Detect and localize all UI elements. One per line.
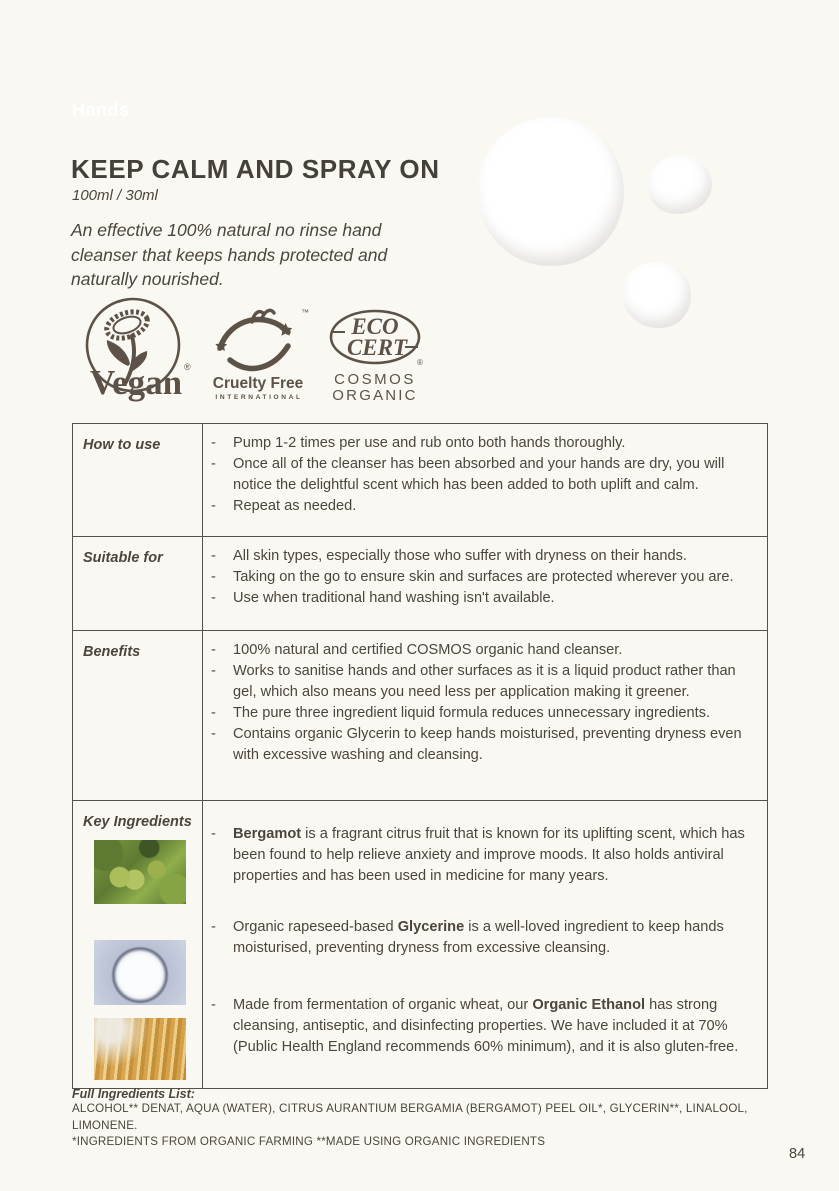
bullet-dash [211,454,233,496]
bullet-dash [211,546,233,567]
bullet-item: - Use when traditional hand washing isn't available. [211,588,755,609]
row-label: Key Ingredients [83,814,192,830]
bullet-dash [211,995,233,1058]
full-ingredients-heading: Full Ingredients List: [72,1087,195,1101]
bullet-item: - Made from fermentation of organic wheat, our Organic Ethanol has strong cleansing, antiseptic, and disinfecting properties. We have included it at 70% (Public Health England recommends 60% minimum), and it is also gluten-free. [211,995,755,1058]
droplet-graphic-small [623,262,691,328]
ecocert-cosmos-organic-icon [328,308,424,402]
bullet-dash [211,496,233,517]
cruelty-free-leaping-bunny-icon [208,302,310,402]
table-row-key-ingredients [73,801,767,1088]
row-label: Benefits [73,631,203,800]
bullet-item: - Organic rapeseed-based Glycerine is a well-loved ingredient to keep hands moisturised, preventing dryness from excessive cleansing. [211,917,755,959]
bullet-dash [211,661,233,703]
page-number: 84 [789,1146,806,1162]
product-title: KEEP CALM AND SPRAY ON [71,154,440,184]
svg-text:®: ® [184,362,191,372]
full-ingredients-list [72,1087,772,1151]
wheat-photo [94,1018,186,1080]
svg-text:ORGANIC: ORGANIC [332,387,418,402]
row-content [203,537,767,630]
svg-text:CERT: CERT [346,335,408,360]
glycerine-photo [94,940,186,1005]
bullet-item: - Once all of the cleanser has been absorbed and your hands are dry, you will notice the delightful scent which has been added to both uplift and calm. [211,454,755,496]
bullet-item: - Pump 1-2 times per use and rub onto both hands thoroughly. [211,433,755,454]
product-info-table [72,423,768,1089]
bullet-item: - All skin types, especially those who suffer with dryness on their hands. [211,546,755,567]
row-content [203,801,767,1088]
svg-text:INTERNATIONAL: INTERNATIONAL [215,394,303,401]
svg-text:Vegan: Vegan [90,363,183,402]
row-content [203,631,767,800]
svg-text:™: ™ [301,308,309,317]
row-label-cell [73,801,203,1088]
bullet-item: - Contains organic Glycerin to keep hands moisturised, preventing dryness even with excessive washing and cleansing. [211,724,755,766]
svg-text:Cruelty Free: Cruelty Free [212,375,304,392]
svg-text:COSMOS: COSMOS [334,371,416,388]
row-label: Suitable for [73,537,203,630]
droplet-graphic-large [478,117,624,266]
bullet-dash [211,917,233,959]
product-sizes: 100ml / 30ml [72,187,158,204]
table-row-benefits [73,631,767,801]
certification-badges [74,296,424,404]
bullet-item: - Taking on the go to ensure skin and surfaces are protected wherever you are. [211,567,755,588]
row-content [203,424,767,536]
bullet-dash [211,588,233,609]
bullet-dash [211,703,233,724]
product-description: An effective 100% natural no rinse hand cleanser that keeps hands protected and naturally nourished. [71,220,388,289]
bullet-dash [211,640,233,661]
bullet-dash [211,724,233,766]
svg-text:®: ® [417,358,423,367]
bullet-dash [211,433,233,454]
bullet-dash [211,567,233,588]
section-label: Hands [72,100,130,120]
bullet-item: - Repeat as needed. [211,496,755,517]
bullet-item: - Works to sanitise hands and other surfaces as it is a liquid product rather than gel, which also means you need less per application making it greener. [211,661,755,703]
svg-text:ECO: ECO [351,314,399,339]
full-ingredients-line-2: *INGREDIENTS FROM ORGANIC FARMING **MADE USING ORGANIC INGREDIENTS [72,1135,546,1148]
bergamot-photo [94,840,186,904]
vegan-trademark-icon [74,296,196,404]
bullet-item: - Bergamot is a fragrant citrus fruit that is known for its uplifting scent, which has been found to help relieve anxiety and improve moods. It also holds antiviral properties and has been used in medicine for many years. [211,824,755,887]
bullet-item: - 100% natural and certified COSMOS organic hand cleanser. [211,640,755,661]
bullet-item: - The pure three ingredient liquid formula reduces unnecessary ingredients. [211,703,755,724]
full-ingredients-line-1: ALCOHOL** DENAT, AQUA (WATER), CITRUS AURANTIUM BERGAMIA (BERGAMOT) PEEL OIL*, GLYCERIN**, LINALOOL, LIMONENE. [72,1102,748,1132]
table-row-how-to-use [73,424,767,537]
row-label: How to use [73,424,203,536]
table-row-suitable-for [73,537,767,631]
droplet-graphic-medium [648,156,712,214]
bullet-dash [211,824,233,887]
